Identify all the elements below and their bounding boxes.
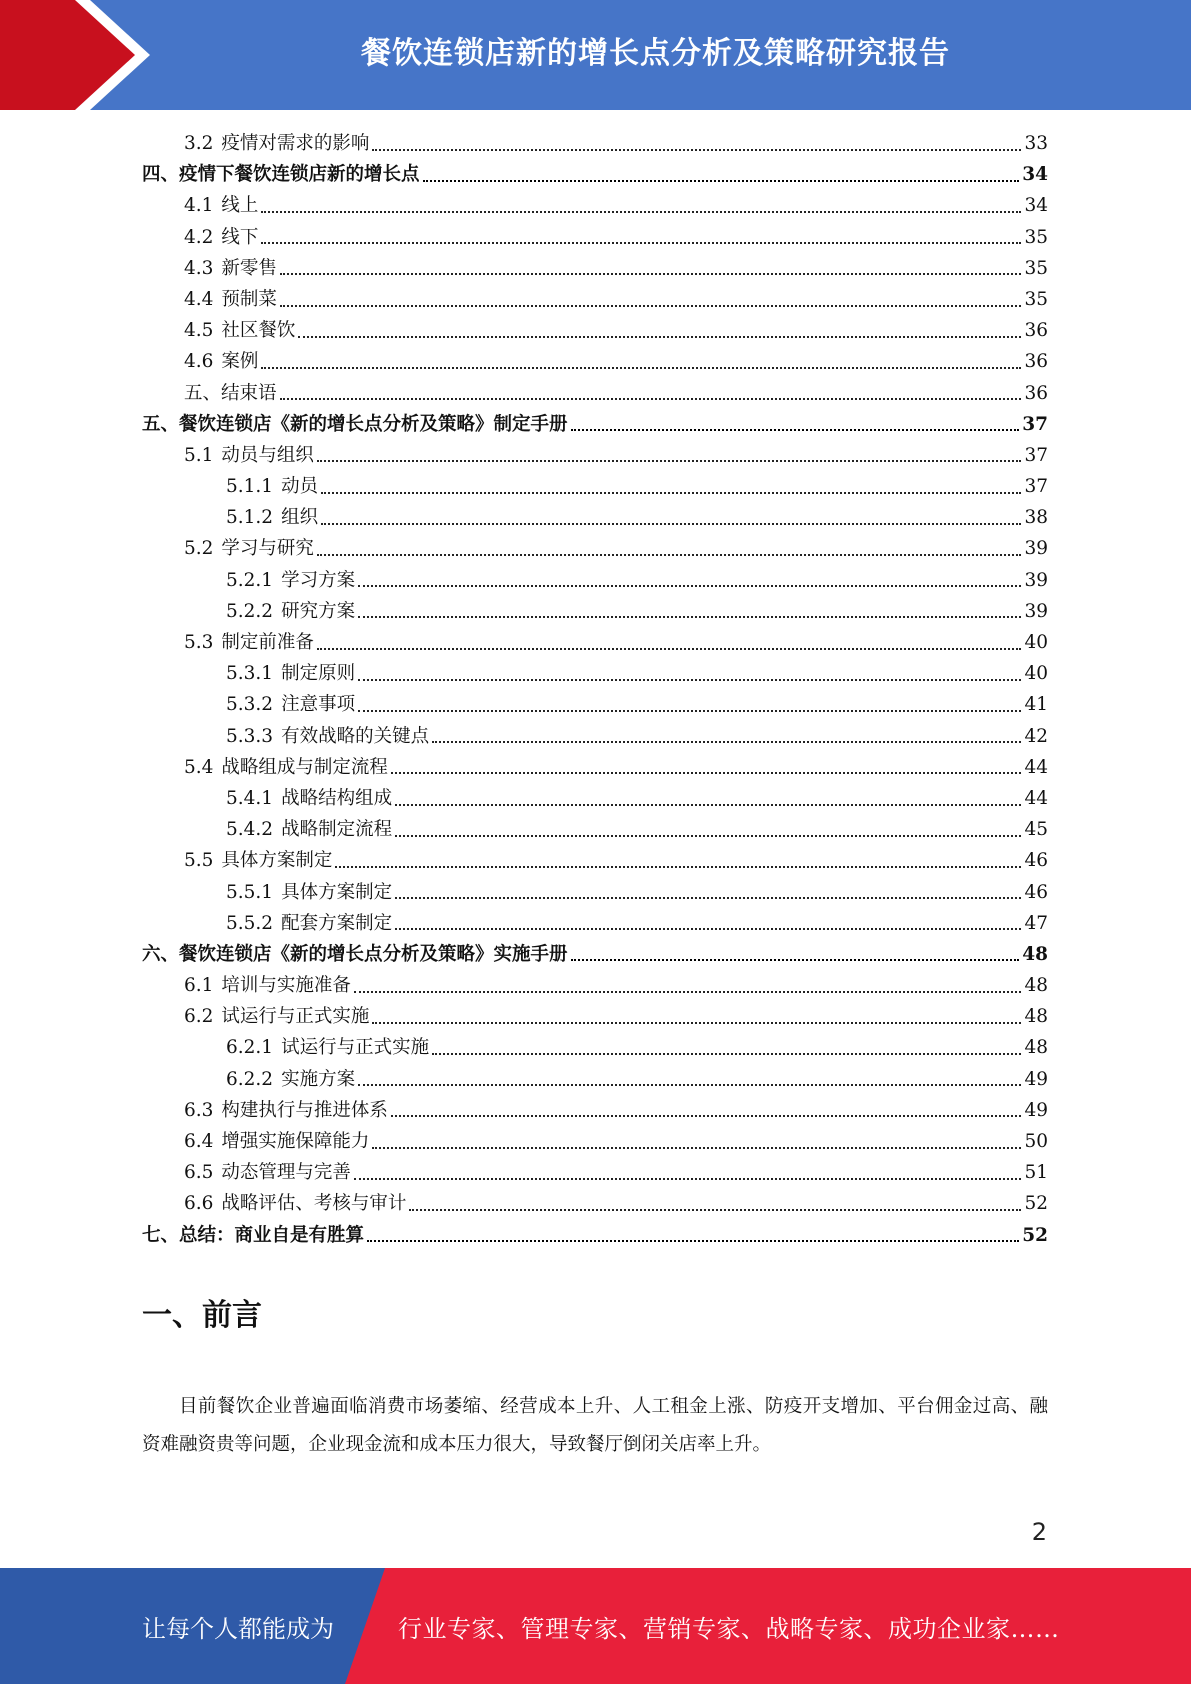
toc-entry-title: 学习方案 (281, 569, 356, 591)
toc-entry-page: 38 (1024, 507, 1048, 529)
toc-entry[interactable] (142, 409, 1048, 440)
toc-entry-title: 战略制定流程 (281, 819, 393, 841)
toc-entry-number: 4.2 (184, 226, 214, 248)
toc-entry-title: 四、疫情下餐饮连锁店新的增长点 (142, 164, 420, 186)
document-title: 餐饮连锁店新的增长点分析及策略研究报告 (361, 36, 950, 71)
toc-dot-leader (395, 913, 1021, 933)
toc-entry[interactable] (142, 190, 1048, 221)
toc-dot-leader (372, 1007, 1021, 1027)
toc-entry-page: 35 (1024, 257, 1048, 279)
body-paragraph: 目前餐饮企业普遍面临消费市场萎缩、经营成本上升、人工租金上涨、防疫开支增加、平台佣金过高、融资难融资贵等问题，企业现金流和成本压力很大，导致餐厅倒闭关店率上升。 (142, 1396, 1048, 1455)
toc-entry-page: 49 (1024, 1068, 1048, 1090)
toc-entry-page: 48 (1024, 975, 1048, 997)
toc-entry-page: 40 (1024, 632, 1048, 653)
toc-dot-leader (280, 290, 1022, 310)
toc-entry-title: 线下 (221, 226, 259, 248)
toc-entry-title: 实施方案 (281, 1068, 356, 1090)
toc-entry-page: 51 (1024, 1162, 1048, 1184)
toc-entry-title: 有效战略的关键点 (281, 725, 430, 747)
toc-entry-page: 41 (1024, 694, 1048, 716)
footer-slogan-right: 行业专家、管理专家、营销专家、战略专家、成功企业家…… (398, 1614, 1060, 1643)
toc-entry-number: 5.4.1 (226, 787, 274, 809)
toc-entry-number: 3.2 (184, 133, 214, 154)
toc-dot-leader (367, 1225, 1019, 1245)
toc-entry-page: 40 (1024, 663, 1048, 685)
toc-dot-leader (358, 1069, 1021, 1089)
toc-dot-leader (261, 352, 1021, 372)
toc-entry-number: 5.2.2 (226, 600, 274, 622)
toc-entry-number: 5.3 (184, 632, 214, 653)
toc-entry-page: 35 (1024, 288, 1048, 310)
toc-entry-title: 培训与实施准备 (221, 975, 351, 997)
toc-entry-number: 5.1.1 (226, 476, 274, 498)
page-number: 2 (1031, 1518, 1047, 1546)
toc-entry-page: 44 (1024, 756, 1048, 778)
toc-dot-leader (432, 726, 1021, 746)
toc-entry[interactable] (142, 658, 1048, 689)
toc-dot-leader (358, 601, 1021, 621)
toc-dot-leader (280, 383, 1022, 403)
toc-dot-leader (358, 695, 1021, 715)
toc-dot-leader (354, 976, 1022, 996)
toc-entry[interactable] (142, 346, 1048, 377)
toc-entry-title: 动态管理与完善 (221, 1162, 351, 1184)
toc-entry-title: 具体方案制定 (221, 850, 333, 872)
toc-entry[interactable] (142, 596, 1048, 627)
toc-entry-number: 5.1.2 (226, 507, 274, 529)
toc-entry-page: 34 (1024, 195, 1048, 217)
toc-entry-title: 试运行与正式实施 (281, 1037, 430, 1059)
toc-entry-title: 增强实施保障能力 (221, 1131, 370, 1152)
toc-entry-number: 4.4 (184, 288, 214, 310)
toc-entry[interactable] (142, 627, 1048, 658)
toc-entry-page: 48 (1022, 943, 1048, 965)
toc-entry-title: 疫情对需求的影响 (221, 133, 370, 154)
toc-dot-leader (280, 258, 1022, 278)
toc-entry-number: 5.5.1 (226, 881, 274, 903)
toc-entry-number: 6.5 (184, 1162, 214, 1184)
toc-dot-leader (354, 1163, 1022, 1183)
toc-dot-leader (358, 570, 1021, 590)
toc-entry[interactable] (142, 1126, 1048, 1157)
toc-entry-number: 5.3.2 (226, 694, 274, 716)
toc-entry-title: 六、餐饮连锁店《新的增长点分析及策略》实施手册 (142, 943, 568, 965)
toc-entry[interactable] (142, 471, 1048, 502)
toc-entry[interactable] (142, 378, 1048, 409)
toc-entry[interactable] (142, 877, 1048, 908)
toc-entry-title: 构建执行与推进体系 (221, 1099, 388, 1121)
toc-entry-title: 配套方案制定 (281, 912, 393, 934)
toc-entry[interactable] (142, 1095, 1048, 1126)
toc-dot-leader (391, 1100, 1022, 1120)
toc-entry[interactable] (142, 222, 1048, 253)
toc-entry[interactable] (142, 721, 1048, 752)
toc-entry-page: 45 (1024, 819, 1048, 841)
toc-entry[interactable] (142, 939, 1048, 970)
toc-entry-page: 35 (1024, 226, 1048, 248)
toc-entry-title: 战略评估、考核与审计 (221, 1193, 407, 1215)
page-header (0, 0, 1191, 110)
toc-entry-title: 制定原则 (281, 663, 356, 685)
toc-entry-page: 46 (1024, 881, 1048, 903)
toc-dot-leader (372, 134, 1021, 154)
toc-entry-page: 52 (1022, 1224, 1048, 1246)
toc-dot-leader (317, 633, 1022, 653)
toc-dot-leader (358, 664, 1021, 684)
toc-entry[interactable] (142, 128, 1048, 159)
toc-entry-title: 制定前准备 (221, 632, 314, 653)
toc-entry-page: 39 (1024, 600, 1048, 622)
toc-entry-title: 试运行与正式实施 (221, 1006, 370, 1028)
toc-entry[interactable] (142, 284, 1048, 315)
toc-entry-page: 44 (1024, 787, 1048, 809)
toc-entry-number: 4.3 (184, 257, 214, 279)
toc-entry[interactable] (142, 502, 1048, 533)
toc-dot-leader (571, 414, 1020, 434)
toc-entry-number: 6.2 (184, 1006, 214, 1028)
toc-entry[interactable] (142, 1220, 1048, 1251)
toc-entry-page: 36 (1024, 351, 1048, 373)
toc-entry[interactable] (142, 533, 1048, 564)
toc-entry-page: 49 (1024, 1099, 1048, 1121)
toc-entry-page: 36 (1024, 382, 1048, 404)
toc-entry-number: 5.3.3 (226, 725, 274, 747)
toc-entry-title: 注意事项 (281, 694, 356, 716)
toc-entry[interactable] (142, 159, 1048, 190)
toc-entry-number: 5.5.2 (226, 912, 274, 934)
toc-entry-page: 37 (1024, 444, 1048, 466)
toc-entry-page: 47 (1024, 912, 1048, 934)
toc-entry[interactable] (142, 315, 1048, 346)
toc-entry[interactable] (142, 1188, 1048, 1219)
toc-entry[interactable] (142, 1001, 1048, 1032)
toc-entry[interactable] (142, 1064, 1048, 1095)
toc-entry-number: 6.1 (184, 975, 214, 997)
toc-entry-page: 50 (1024, 1131, 1048, 1152)
toc-entry-title: 战略结构组成 (281, 787, 393, 809)
toc-entry-number: 6.6 (184, 1193, 214, 1215)
toc-entry-number: 6.4 (184, 1131, 214, 1152)
toc-entry[interactable] (142, 689, 1048, 720)
toc-entry[interactable] (142, 1157, 1048, 1188)
toc-entry-title: 五、结束语 (184, 382, 277, 404)
toc-dot-leader (423, 165, 1020, 185)
toc-entry-number: 6.2.2 (226, 1068, 274, 1090)
toc-dot-leader (395, 820, 1021, 840)
toc-entry-number: 5.4 (184, 756, 214, 778)
toc-entry-title: 七、总结：商业自是有胜算 (142, 1224, 365, 1246)
toc-dot-leader (317, 539, 1022, 559)
toc-entry-number: 5.5 (184, 850, 214, 872)
toc-entry-number: 6.3 (184, 1099, 214, 1121)
toc-entry-page: 48 (1024, 1006, 1048, 1028)
toc-entry-title: 具体方案制定 (281, 881, 393, 903)
toc-dot-leader (395, 882, 1021, 902)
toc-dot-leader (432, 1038, 1021, 1058)
toc-dot-leader (321, 477, 1021, 497)
toc-dot-leader (261, 196, 1021, 216)
toc-entry-title: 学习与研究 (221, 538, 314, 560)
toc-entry-title: 预制菜 (221, 288, 277, 310)
toc-entry[interactable] (142, 908, 1048, 939)
toc-entry-title: 组织 (281, 507, 319, 529)
toc-entry[interactable] (142, 845, 1048, 876)
toc-entry[interactable] (142, 440, 1048, 471)
toc-entry[interactable] (142, 783, 1048, 814)
toc-dot-leader (391, 757, 1022, 777)
toc-entry-title: 案例 (221, 351, 259, 373)
toc-entry-title: 动员与组织 (221, 444, 314, 466)
toc-entry-page: 34 (1022, 164, 1048, 186)
toc-entry[interactable] (142, 970, 1048, 1001)
toc-entry-number: 4.5 (184, 320, 214, 342)
toc-entry-page: 39 (1024, 538, 1048, 560)
toc-entry[interactable] (142, 565, 1048, 596)
toc-dot-leader (372, 1132, 1021, 1152)
toc-entry-number: 6.2.1 (226, 1037, 274, 1059)
toc-entry-page: 52 (1024, 1193, 1048, 1215)
toc-dot-leader (571, 944, 1020, 964)
toc-entry-number: 5.2.1 (226, 569, 274, 591)
toc-entry-title: 新零售 (221, 257, 277, 279)
toc-entry-title: 线上 (221, 195, 259, 217)
toc-entry-page: 42 (1024, 725, 1048, 747)
toc-entry-title: 社区餐饮 (221, 320, 296, 342)
toc-entry-number: 5.3.1 (226, 663, 274, 685)
toc-entry-page: 37 (1022, 413, 1048, 435)
toc-entry-page: 48 (1024, 1037, 1048, 1059)
toc-entry-title: 五、餐饮连锁店《新的增长点分析及策略》制定手册 (142, 413, 568, 435)
toc-entry-page: 37 (1024, 476, 1048, 498)
toc-dot-leader (335, 851, 1021, 871)
toc-entry-page: 39 (1024, 569, 1048, 591)
toc-entry-number: 5.4.2 (226, 819, 274, 841)
toc-entry-title: 研究方案 (281, 600, 356, 622)
toc-dot-leader (409, 1194, 1021, 1214)
toc-entry[interactable] (142, 253, 1048, 284)
toc-dot-leader (261, 227, 1021, 247)
toc-entry-number: 5.2 (184, 538, 214, 560)
toc-entry-page: 33 (1024, 133, 1048, 154)
toc-dot-leader (317, 445, 1022, 465)
toc-entry[interactable] (142, 1032, 1048, 1063)
table-of-contents (142, 128, 1048, 1251)
toc-dot-leader (321, 508, 1021, 528)
toc-entry-number: 4.6 (184, 351, 214, 373)
toc-dot-leader (395, 789, 1021, 809)
section-heading: 一、前言 (142, 1298, 262, 1333)
toc-entry-page: 46 (1024, 850, 1048, 872)
page-footer (0, 1568, 1191, 1684)
toc-entry[interactable] (142, 752, 1048, 783)
footer-slogan-left: 让每个人都能成为 (142, 1614, 334, 1643)
toc-entry-number: 4.1 (184, 195, 214, 217)
toc-entry-number: 5.1 (184, 444, 214, 466)
toc-entry[interactable] (142, 814, 1048, 845)
toc-dot-leader (298, 321, 1021, 341)
toc-entry-title: 战略组成与制定流程 (221, 756, 388, 778)
toc-entry-page: 36 (1024, 320, 1048, 342)
toc-entry-title: 动员 (281, 476, 319, 498)
